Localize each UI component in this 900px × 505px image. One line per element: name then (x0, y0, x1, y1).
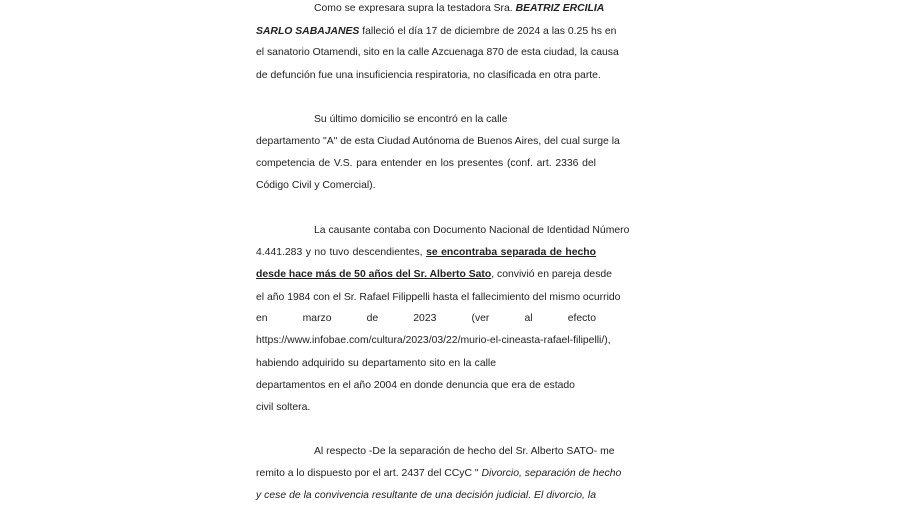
paragraph-3-line-7: habiendo adquirido su departamento sito en la calle (256, 358, 496, 369)
paragraph-2-line-1: Su último domicilio se encontró en la calle (314, 114, 508, 125)
paragraph-3-line-5: en marzo de 2023 (ver al efecto (256, 313, 596, 324)
paragraph-2-line-3: competencia de V.S. para entender en los presentes (conf. art. 2336 del (256, 158, 596, 169)
paragraph-3-line-2: 4.441.283 y no tuvo descendientes, se encontraba separada de hecho (256, 247, 597, 258)
paragraph-3-line-8: departamentos en el año 2004 en donde denuncia que era de estado (256, 380, 575, 391)
testator-name-part-2: SARLO SABAJANES (256, 26, 360, 37)
paragraph-1-line-2: SARLO SABAJANES falleció el día 17 de diciembre de 2024 a las 0.25 hs en (256, 26, 617, 37)
paragraph-3-line-9: civil soltera. (256, 402, 311, 413)
paragraph-1-line-1: Como se expresara supra la testadora Sra. BEATRIZ ERCILIA (314, 3, 605, 14)
paragraph-1-line-4: de defunción fue una insuficiencia respiratoria, no clasificada en otra parte. (256, 70, 601, 81)
testator-name-part-1: BEATRIZ ERCILIA (515, 3, 605, 14)
paragraph-4-line-3: y cese de la convivencia resultante de una decisión judicial. El divorcio, la (256, 490, 596, 501)
separation-statement-part-1: se encontraba separada de hecho (426, 247, 597, 258)
separation-statement-part-2: desde hace más de 50 años del Sr. Alberto Sato (256, 269, 492, 280)
paragraph-4-line-2: remito a lo dispuesto por el art. 2437 del CCyC " Divorcio, separación de hecho (256, 468, 622, 479)
paragraph-2-line-2: departamento "A" de esta Ciudad Autónoma de Buenos Aires, del cual surge la (256, 136, 620, 147)
paragraph-2-line-4: Código Civil y Comercial). (256, 180, 376, 191)
paragraph-1-line-3: el sanatorio Otamendi, sito en la calle Azcuenaga 870 de esta ciudad, la causa (256, 47, 619, 58)
paragraph-3-line-4: el año 1984 con el Sr. Rafael Filippelli hasta el fallecimiento del mismo ocurrido (256, 292, 621, 303)
paragraph-3-line-3: desde hace más de 50 años del Sr. Alberto Sato, convivió en pareja desde (256, 269, 612, 280)
paragraph-3-line-1: La causante contaba con Documento Nacional de Identidad Número (314, 225, 630, 236)
divorce-quote-start: Divorcio, separación de hecho (481, 468, 622, 479)
infobae-link[interactable]: https://www.infobae.com/cultura/2023/03/22/murio-el-cineasta-rafael-filipelli/), (256, 335, 611, 346)
paragraph-4-line-1: Al respecto -De la separación de hecho del Sr. Alberto SATO- me (314, 446, 615, 457)
